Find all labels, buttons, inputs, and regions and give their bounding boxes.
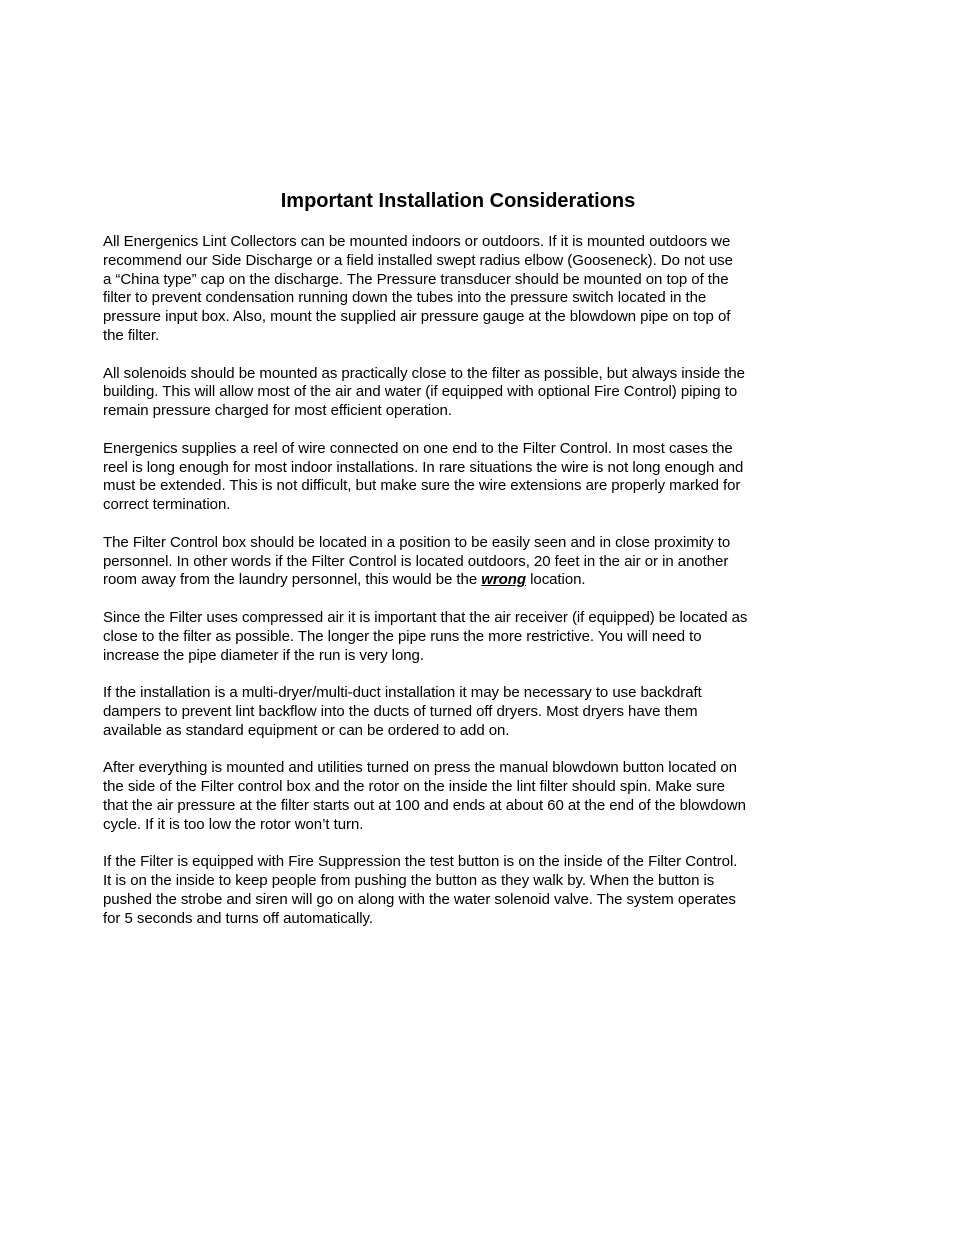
- paragraph-filter-control-location: [103, 534, 823, 590]
- text-line: If the Filter is equipped with Fire Suppression the test button is on the inside of the Filter Control.: [103, 853, 738, 871]
- text-line: reel is long enough for most indoor installations. In rare situations the wire is not long enough and: [103, 458, 744, 476]
- page-title: Important Installation Considerations: [280, 190, 636, 212]
- document-body: [103, 233, 823, 947]
- text-line: increase the pipe diameter if the run is very long.: [103, 646, 424, 664]
- text-line: All Energenics Lint Collectors can be mounted indoors or outdoors. If it is mounted outdoors we: [103, 233, 731, 250]
- paragraph-compressed-air: [103, 609, 823, 665]
- text-line: that the air pressure at the filter starts out at 100 and ends at about 60 at the end of the blowdown: [103, 796, 746, 814]
- paragraph-wire-reel: [103, 440, 823, 515]
- text-line: All solenoids should be mounted as practically close to the filter as possible, but always inside the: [103, 364, 745, 382]
- text-line: cycle. If it is too low the rotor won’t turn.: [103, 815, 364, 833]
- text-line: After everything is mounted and utilities turned on press the manual blowdown button located on: [103, 759, 737, 777]
- text-line: available as standard equipment or can be ordered to add on.: [103, 721, 510, 739]
- text-line: [103, 571, 586, 590]
- text-line: personnel. In other words if the Filter Control is located outdoors, 20 feet in the air or in another: [103, 552, 729, 570]
- paragraph-multi-dryer: [103, 684, 823, 740]
- emphasis-wrong: wrong: [481, 571, 526, 589]
- text-line: remain pressure charged for most efficient operation.: [103, 402, 452, 420]
- text-line: Since the Filter uses compressed air it is important that the air receiver (if equipped) be located as: [103, 608, 748, 626]
- text-line-end: location.: [526, 571, 586, 589]
- text-line: the side of the Filter control box and the rotor on the inside the lint filter should spin. Make sure: [103, 778, 725, 796]
- text-line: pressure input box. Also, mount the supplied air pressure gauge at the blowdown pipe on top of: [103, 308, 731, 326]
- text-line: building. This will allow most of the air and water (if equipped with optional Fire Control) piping to: [103, 383, 738, 401]
- text-line: for 5 seconds and turns off automatically.: [103, 909, 373, 927]
- text-line: Energenics supplies a reel of wire connected on one end to the Filter Control. In most cases the: [103, 439, 733, 457]
- text-line: dampers to prevent lint backflow into the ducts of turned off dryers. Most dryers have them: [103, 702, 698, 720]
- text-line: It is on the inside to keep people from pushing the button as they walk by. When the button is: [103, 872, 715, 890]
- text-line: close to the filter as possible. The longer the pipe runs the more restrictive. You will need to: [103, 627, 702, 645]
- text-line: a “China type” cap on the discharge. The Pressure transducer should be mounted on top of the: [103, 270, 729, 288]
- text-line: recommend our Side Discharge or a field installed swept radius elbow (Gooseneck). Do not use: [103, 251, 733, 269]
- paragraph-solenoids: [103, 365, 823, 421]
- text-line-start: room away from the laundry personnel, this would be the: [103, 571, 482, 589]
- text-line: correct termination.: [103, 496, 231, 514]
- text-line: If the installation is a multi-dryer/multi-duct installation it may be necessary to use backdraft: [103, 684, 702, 702]
- paragraph-mounting: [103, 233, 823, 346]
- text-line: must be extended. This is not difficult, but make sure the wire extensions are properly marked for: [103, 477, 741, 495]
- text-line: pushed the strobe and siren will go on along with the water solenoid valve. The system operates: [103, 890, 736, 908]
- text-line: The Filter Control box should be located in a position to be easily seen and in close proximity to: [103, 533, 731, 551]
- text-line: filter to prevent condensation running down the tubes into the pressure switch located in the: [103, 289, 707, 307]
- text-line: the filter.: [103, 326, 160, 344]
- paragraph-blowdown-test: [103, 759, 823, 834]
- paragraph-fire-suppression: [103, 853, 823, 928]
